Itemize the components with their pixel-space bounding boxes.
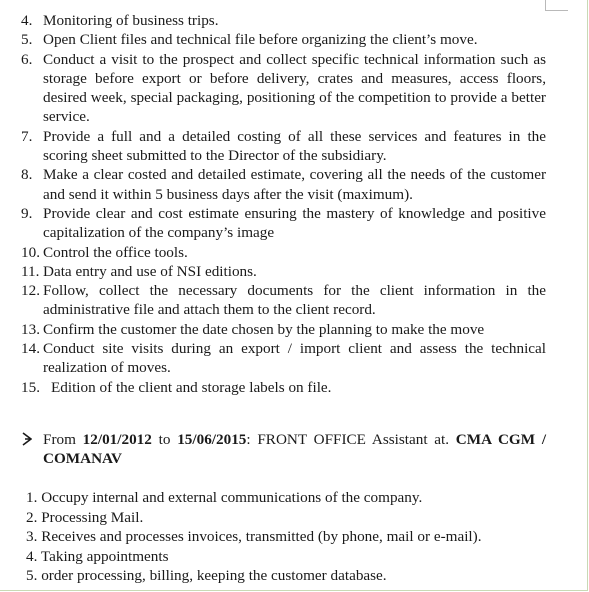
- task-number: 4.: [21, 12, 33, 29]
- task-item: [0, 11, 546, 30]
- task-item: [0, 127, 546, 166]
- duty-item: 1. Occupy internal and external communications of the company.: [26, 489, 423, 506]
- task-text: Conduct a visit to the prospect and collect specific technical information such as storage before export or before delivery, crates and measures, access floors, desired week, special packaging, positioning of the competition to provide a better service.: [43, 50, 546, 126]
- task-number: 13.: [21, 320, 40, 338]
- duty-item: 2. Processing Mail.: [26, 508, 144, 526]
- task-number: 15.: [21, 378, 40, 396]
- task-number: 5.: [21, 31, 33, 49]
- margin-crop-mark: [545, 0, 568, 11]
- task-number: 6.: [21, 50, 33, 68]
- task-item: [0, 339, 546, 378]
- experience-entry: [22, 430, 546, 469]
- task-item: [0, 243, 546, 262]
- task-text: Monitoring of business trips.: [43, 12, 219, 29]
- task-text: Conduct site visits during an export / import client and assess the technical realization of moves.: [43, 340, 546, 377]
- task-item: [0, 165, 546, 204]
- to-label: to: [158, 431, 171, 448]
- task-text: Edition of the client and storage labels on file.: [51, 378, 332, 396]
- task-item: [0, 378, 546, 397]
- duty-item: 4. Taking appointments: [26, 547, 169, 565]
- task-text: Open Client files and technical file before organizing the client’s move.: [43, 31, 478, 49]
- arrow-bullet-icon: [22, 432, 32, 446]
- task-number: 11.: [21, 262, 40, 280]
- experience-line: [22, 430, 546, 469]
- company-name: CMA CGM / COMANAV: [43, 431, 547, 468]
- task-item: [0, 262, 546, 281]
- task-text: Make a clear costed and detailed estimate, covering all the needs of the customer and send it within 5 business days after the visit (maximum).: [43, 166, 546, 203]
- task-item: [0, 204, 546, 243]
- task-item: [0, 281, 546, 320]
- task-list: [0, 11, 589, 397]
- task-number: 8.: [21, 166, 33, 184]
- task-number: 12.: [21, 282, 40, 300]
- from-label: From: [43, 431, 76, 448]
- task-item: [0, 320, 546, 339]
- job-role: : FRONT OFFICE Assistant at.: [246, 431, 450, 448]
- task-number: 14.: [21, 340, 40, 358]
- task-number: 9.: [21, 204, 33, 222]
- task-text: Confirm the customer the date chosen by the planning to make the move: [43, 320, 485, 338]
- task-item: [0, 50, 546, 127]
- task-text: Provide a full and a detailed costing of all these services and features in the scoring sheet submitted to the Director of the subsidiary.: [43, 127, 546, 165]
- task-item: [0, 30, 546, 49]
- task-number: 7.: [21, 127, 33, 145]
- task-text: Control the office tools.: [43, 243, 188, 261]
- task-text: Follow, collect the necessary documents for the client information in the administrative file and attach them to the client record.: [43, 282, 546, 319]
- duty-item: 5. order processing, billing, keeping the customer database.: [26, 567, 387, 584]
- duty-item: 3. Receives and processes invoices, transmitted (by phone, mail or e-mail).: [26, 528, 482, 545]
- task-text: Data entry and use of NSI editions.: [43, 262, 257, 280]
- start-date: 12/01/2012: [82, 431, 152, 448]
- task-text: Provide clear and cost estimate ensuring the mastery of knowledge and positive capitalization of the company’s image: [43, 204, 546, 242]
- duty-list: [26, 488, 556, 586]
- task-number: 10.: [21, 243, 40, 261]
- end-date: 15/06/2015: [177, 431, 247, 448]
